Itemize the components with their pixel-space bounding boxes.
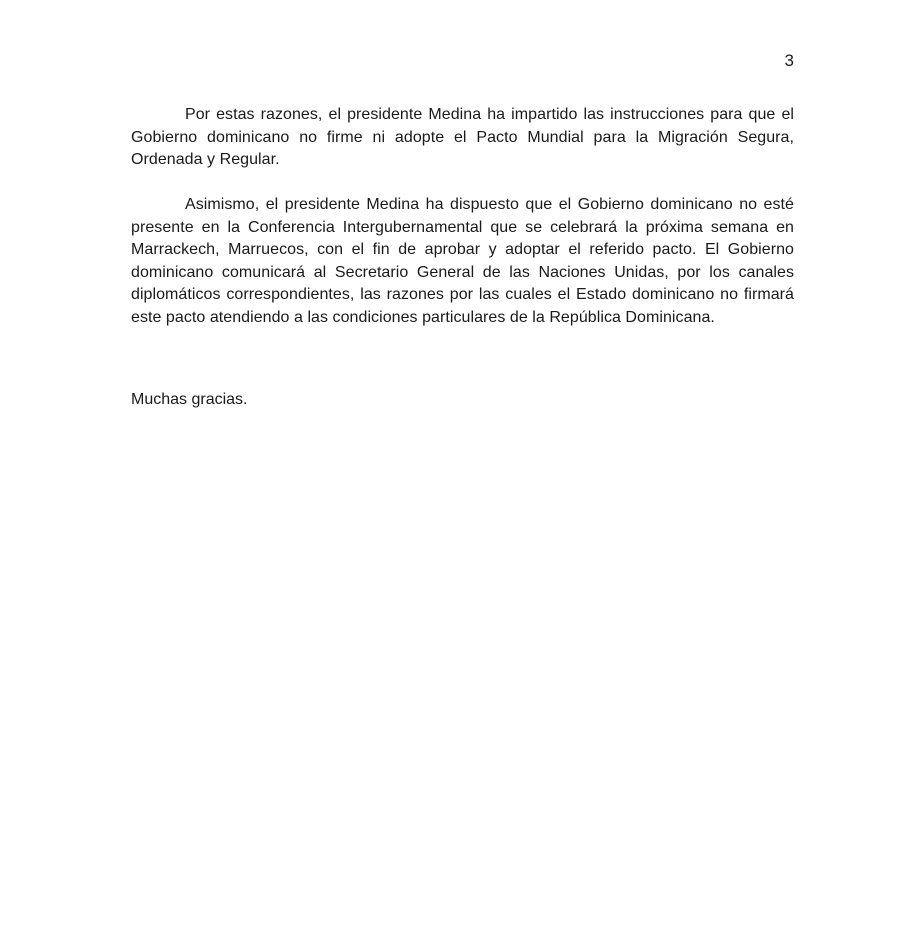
paragraph-1-container (131, 104, 794, 172)
page-number: 3 (784, 51, 794, 70)
closing-line: Muchas gracias. (131, 391, 248, 408)
paragraph-1: Por estas razones, el presidente Medina ha impartido las instrucciones para que el Gobierno dominicano no firme ni adopte el Pacto Mundial para la Migración Segura, Ordenada y Regular. (131, 106, 794, 168)
paragraph-2: Asimismo, el presidente Medina ha dispuesto que el Gobierno dominicano no esté presente en la Conferencia Intergubernamental que se celebrará la próxima semana en Marrackech, Marruecos, con el fin de aprobar y adoptar el referido pacto. El Gobierno dominicano comunicará al Secretario General de las Naciones Unidas, por los canales diplomáticos correspondientes, las razones por las cuales el Estado dominicano no firmará este pacto atendiendo a las condiciones particulares de la República Dominicana. (131, 196, 794, 326)
paragraph-2-container (131, 194, 794, 329)
